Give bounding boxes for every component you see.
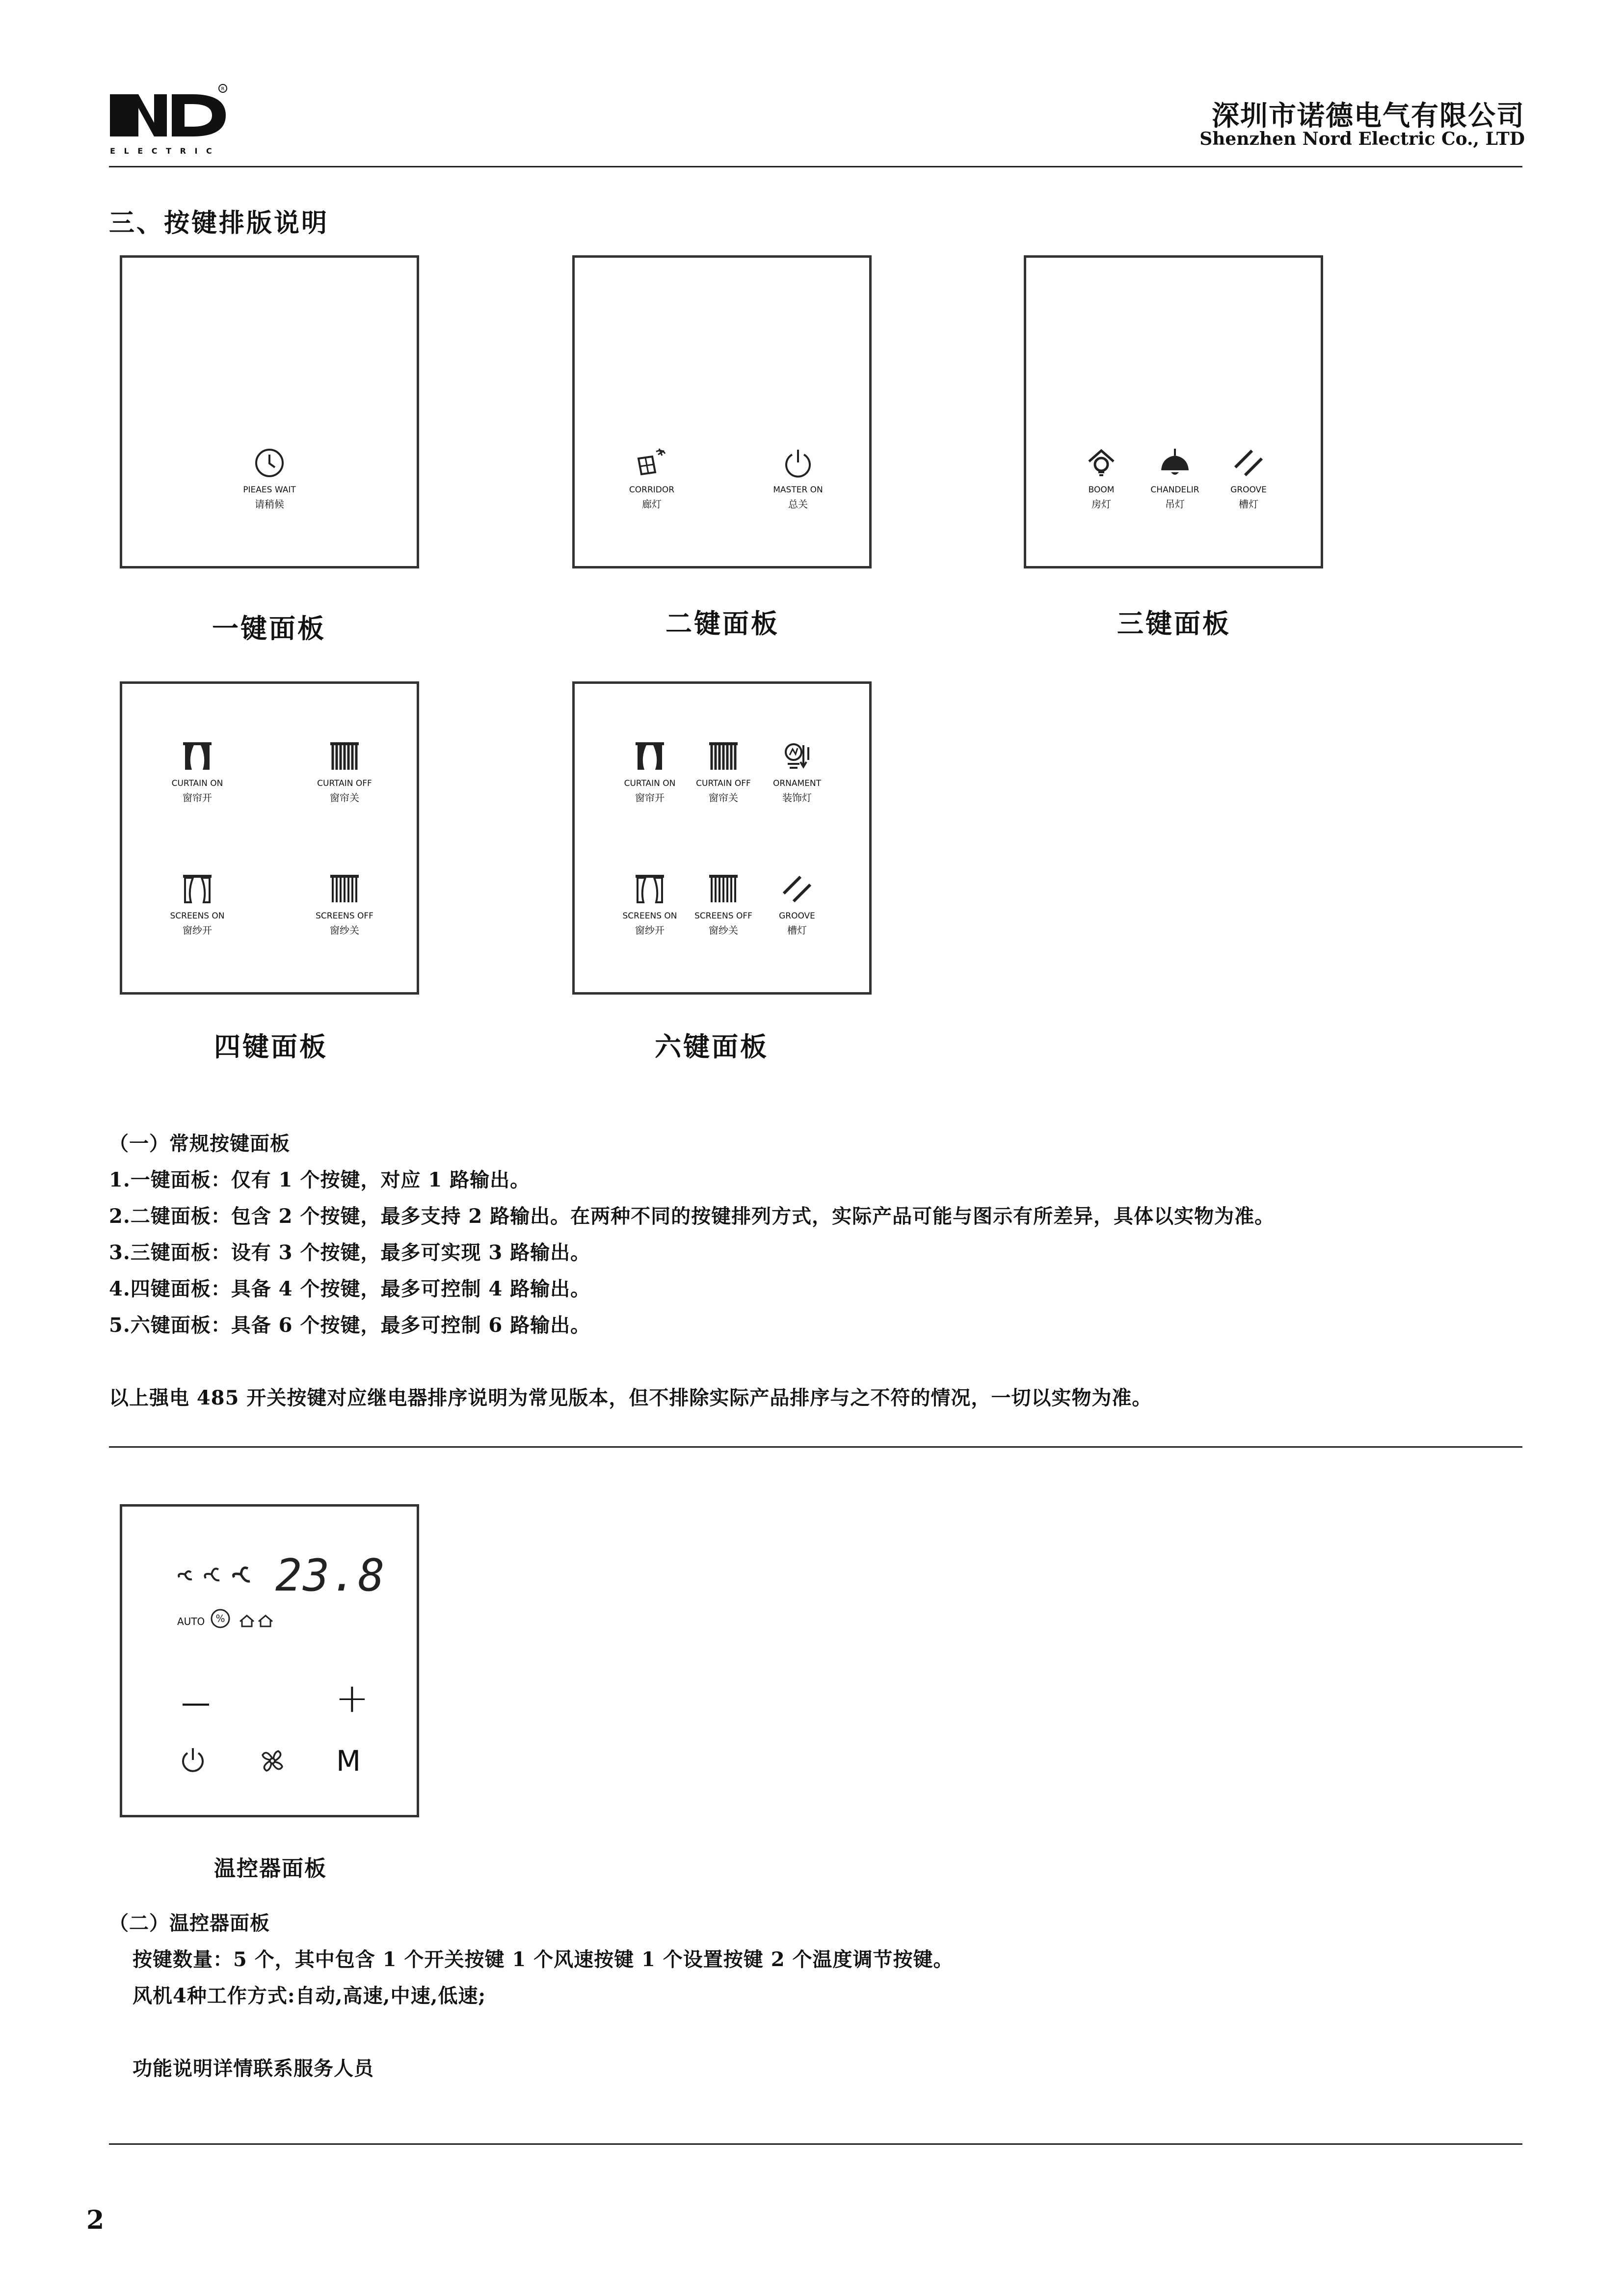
fan-low-icon [179, 1571, 192, 1580]
room-lamp-icon [1085, 447, 1117, 479]
power-icon [178, 1745, 208, 1775]
key-curtain-off[interactable] [295, 740, 394, 804]
key-label-cn: 窗帘开 [635, 792, 665, 804]
thermostat-line: 风机4种工作方式:自动,高速,中速,低速; [133, 1984, 486, 2007]
key-label-cn: 窗纱开 [635, 924, 665, 936]
temperature-display: 23.8 [275, 1550, 386, 1601]
six-key-caption: 六键面板 [655, 1031, 769, 1062]
curtain-open-icon [634, 740, 666, 773]
key-screens-off[interactable] [295, 873, 394, 937]
key-curtain-on[interactable] [148, 740, 246, 804]
key-label-en: ORNAMENT [772, 779, 822, 788]
key-groove[interactable] [1199, 447, 1298, 511]
logo-subtitle: E L E C T R I C [110, 146, 215, 156]
screen-open-icon [181, 873, 213, 905]
screen-open-icon [634, 873, 666, 905]
key-label-en: CURTAIN ON [624, 779, 676, 788]
key-label-en: MASTER ON [773, 485, 823, 495]
fan-high-icon [234, 1568, 250, 1582]
company-logo [109, 83, 232, 162]
key-label-cn: 装饰灯 [782, 792, 812, 804]
key-label-en: CHANDELIR [1150, 485, 1199, 495]
auto-label: AUTO [177, 1616, 205, 1627]
one-key-panel [120, 255, 419, 568]
fan-speed-button[interactable] [258, 1746, 287, 1778]
contact-note: 功能说明详情联系服务人员 [133, 2057, 374, 2080]
one-key-caption: 一键面板 [212, 613, 326, 644]
thermostat-caption: 温控器面板 [214, 1856, 327, 1881]
key-label-cn: 窗纱关 [330, 924, 359, 936]
groove-icon [1232, 447, 1265, 479]
svg-text:R: R [221, 86, 225, 92]
home-icon [240, 1616, 254, 1626]
fan-speed-icons [175, 1561, 264, 1588]
key-label-cn: 窗帘关 [330, 792, 359, 804]
key-label-cn: 槽灯 [1239, 498, 1258, 510]
key-label-cn: 房灯 [1091, 498, 1111, 510]
two-key-caption: 二键面板 [665, 608, 779, 639]
humidity-icon [212, 1610, 229, 1627]
thermostat-heading: （二）温控器面板 [109, 1912, 270, 1935]
page-number: 2 [86, 2205, 105, 2235]
four-key-panel [120, 681, 419, 995]
key-label-cn: 窗纱开 [183, 924, 212, 936]
screen-closed-icon [707, 873, 740, 905]
svg-text:%: % [215, 1613, 225, 1624]
key-label-cn: 吊灯 [1165, 498, 1185, 510]
key-screens-on[interactable] [148, 873, 246, 937]
section-divider [109, 1446, 1522, 1448]
key-label-cn: 总关 [788, 498, 808, 510]
company-name-en: Shenzhen Nord Electric Co., LTD [1199, 129, 1525, 149]
groove-icon [781, 873, 813, 905]
thermostat-line: 按键数量：5 个，其中包含 1 个开关按键 1 个风速按键 1 个设置按键 2 个温度调节按键。 [133, 1948, 954, 1971]
key-label-cn: 窗帘开 [183, 792, 212, 804]
key-label-en: CURTAIN OFF [317, 779, 372, 788]
key-label-en: SCREENS ON [622, 911, 677, 921]
key-label-cn: 窗帘关 [709, 792, 738, 804]
curtain-closed-icon [707, 740, 740, 773]
fan-icon [258, 1746, 287, 1776]
key-ornament[interactable] [748, 740, 846, 804]
regular-note: 以上强电 485 开关按键对应继电器排序说明为常见版本，但不排除实际产品排序与之不符的情况，一切以实物为准。 [109, 1386, 1152, 1409]
thermostat-panel [120, 1504, 419, 1817]
mode-button[interactable]: M [336, 1744, 361, 1778]
key-label-en: GROOVE [779, 911, 815, 921]
chandelier-icon [1156, 447, 1194, 479]
mode-status-icons [210, 1607, 273, 1632]
curtain-closed-icon [328, 740, 361, 773]
ornament-lamp-icon [781, 740, 813, 773]
key-label-en: GROOVE [1230, 485, 1267, 495]
key-label-cn: 槽灯 [787, 924, 807, 936]
curtain-open-icon [181, 740, 213, 773]
two-key-panel [572, 255, 872, 568]
clock-icon [253, 447, 286, 479]
key-label-cn: 窗纱关 [709, 924, 738, 936]
regular-heading: （一）常规按键面板 [109, 1132, 290, 1155]
fan-mid-icon [205, 1568, 220, 1580]
away-icon [259, 1616, 272, 1626]
key-label-cn: 请稍候 [255, 498, 284, 510]
key-please-wait[interactable] [220, 447, 319, 511]
three-key-caption: 三键面板 [1117, 608, 1231, 639]
screen-closed-icon [328, 873, 361, 905]
key-label-en: CORRIDOR [629, 485, 675, 495]
regular-item: 3.三键面板：设有 3 个按键，最多可实现 3 路输出。 [109, 1241, 591, 1264]
footer-divider [109, 2143, 1522, 2145]
key-label-en: CURTAIN OFF [696, 779, 751, 788]
regular-item: 4.四键面板：具备 4 个按键，最多可控制 4 路输出。 [109, 1277, 591, 1300]
key-label-en: PIEAES WAIT [243, 485, 296, 495]
temp-down-button[interactable]: — [181, 1686, 211, 1720]
company-name-cn: 深圳市诺德电气有限公司 [1212, 100, 1525, 132]
key-groove[interactable] [748, 873, 846, 937]
header-divider [109, 166, 1522, 167]
three-key-panel [1024, 255, 1323, 568]
regular-item: 2.二键面板：包含 2 个按键，最多支持 2 路输出。在两种不同的按键排列方式，实际产品可能与图示有所差异，具体以实物为准。 [109, 1205, 1275, 1228]
section-title: 三、按键排版说明 [109, 208, 329, 238]
regular-item: 1.一键面板：仅有 1 个按键，对应 1 路输出。 [109, 1168, 531, 1191]
six-key-panel [572, 681, 872, 995]
key-label-en: SCREENS OFF [694, 911, 752, 921]
regular-item: 5.六键面板：具备 6 个按键，最多可控制 6 路输出。 [109, 1314, 591, 1337]
power-icon [782, 447, 814, 479]
key-label-en: SCREENS OFF [316, 911, 373, 921]
key-corridor[interactable] [603, 447, 701, 511]
key-label-en: SCREENS ON [170, 911, 225, 921]
key-label-en: CURTAIN ON [171, 779, 223, 788]
key-label-cn: 廊灯 [642, 498, 662, 510]
four-key-caption: 四键面板 [214, 1031, 328, 1062]
temp-up-button[interactable]: + [335, 1675, 369, 1722]
key-label-en: BOOM [1088, 485, 1115, 495]
key-master[interactable] [749, 447, 847, 511]
corridor-lamp-icon [635, 447, 669, 479]
thermostat-power-button[interactable] [178, 1745, 208, 1777]
